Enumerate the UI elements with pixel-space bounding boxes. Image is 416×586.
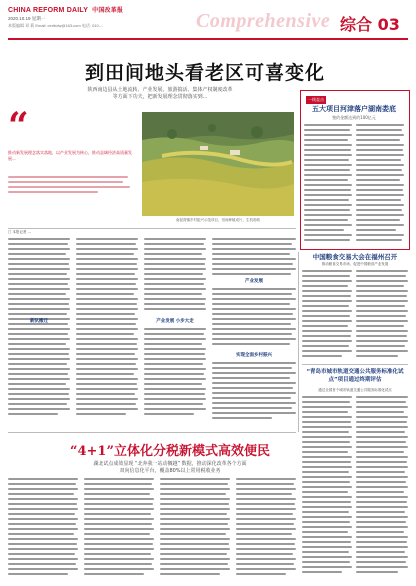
lead-col-4c xyxy=(212,362,296,422)
lead-col-4b xyxy=(212,288,296,348)
quote-mark-icon: “ xyxy=(8,105,29,147)
lead-col-3b xyxy=(144,328,206,418)
sidebar-title: 五大项目河津落户湖南娄底 xyxy=(312,105,396,113)
bottom-col-2 xyxy=(84,478,154,578)
story-grain-col-1 xyxy=(302,270,352,360)
story-grain-col-2 xyxy=(356,270,408,360)
lead-col-2 xyxy=(76,238,138,418)
paper-logo: CHINA REFORM DAILY 中国改革报 xyxy=(8,7,124,14)
bottom-col-1 xyxy=(8,478,78,578)
story-qingdao-title: “青岛市城市轨道交通公共服务标准化试点”项目通过终期评估 xyxy=(306,369,404,383)
sidebar-tag: 一线直击 xyxy=(308,97,324,102)
section-header-1: 新队搬迁 xyxy=(30,319,48,324)
bottom-headline: “4+1”立体化分税新模式高效便民 xyxy=(70,444,270,459)
sidebar-subtitle: 签约金额达到约100亿元 xyxy=(332,115,376,120)
story-qingdao-col-2 xyxy=(356,396,408,576)
story-qingdao-subtitle: 通过全国首个城市轨道交通公共服务标准化试点 xyxy=(318,388,392,392)
lead-subhead-1: 陕西南边县从土地流转、产业发展、旅游搞活、集体产权制度改革 xyxy=(87,87,233,93)
story-grain-subtitle: 推动粮食交易市场，促进中国粮食产业发展 xyxy=(321,262,389,266)
pull-quote-lines xyxy=(8,176,133,196)
lead-col-4 xyxy=(212,238,296,278)
section-header-4: 实现全面乡村振兴 xyxy=(236,353,272,358)
section-word-comprehensive: Comprehensive xyxy=(196,10,331,32)
divider xyxy=(8,228,296,229)
date-line: 2020.10.19 星期一 xyxy=(8,16,46,21)
lead-col-3 xyxy=(144,238,206,313)
divider xyxy=(8,432,296,433)
masthead xyxy=(0,0,416,40)
bottom-subhead-1: 湖北试点成效显现 “北奔我一站动搁越” 数据，推动深化改革各个方面 xyxy=(93,461,247,467)
sidebar-col-2 xyxy=(356,124,404,244)
lead-byline: □ 本报记者 ... xyxy=(8,230,31,234)
story-qingdao-col-1 xyxy=(302,396,352,576)
lead-subhead-2: 等方面下功夫，把新发展理念贯彻落实到... xyxy=(112,94,208,100)
bottom-col-3 xyxy=(160,478,230,578)
photo-caption: 南泥湾镇乡村振兴示范项目，田间种植成片，生机勃勃 xyxy=(176,218,260,222)
section-header-2: 产业发展 小步大走 xyxy=(156,319,194,324)
lead-headline: 到田间地头看老区可喜变化 xyxy=(84,62,325,84)
lead-col-1b xyxy=(8,328,70,418)
bottom-col-4 xyxy=(236,478,296,578)
lead-photo xyxy=(142,112,294,216)
section-header-3: 产业发展 xyxy=(245,279,263,284)
editor-line: 本版编辑 邓 莉 Email: ceribdw@163.com 电话: 010-... xyxy=(8,23,104,28)
column-divider xyxy=(298,252,299,432)
sidebar-col-1 xyxy=(304,124,352,244)
section-number: 综合 03 xyxy=(340,15,400,34)
bottom-subhead-2: 双向信息化平台，覆盖80%以上常用税收业务 xyxy=(119,468,221,474)
masthead-rule xyxy=(8,38,408,40)
pull-quote: 推动新发展理念落实落地，以产业发展为核心，推动县域经济高质量发展... xyxy=(8,150,132,161)
divider xyxy=(302,364,408,365)
story-grain-title: 中国粮食交易大会在福州召开 xyxy=(312,253,398,261)
